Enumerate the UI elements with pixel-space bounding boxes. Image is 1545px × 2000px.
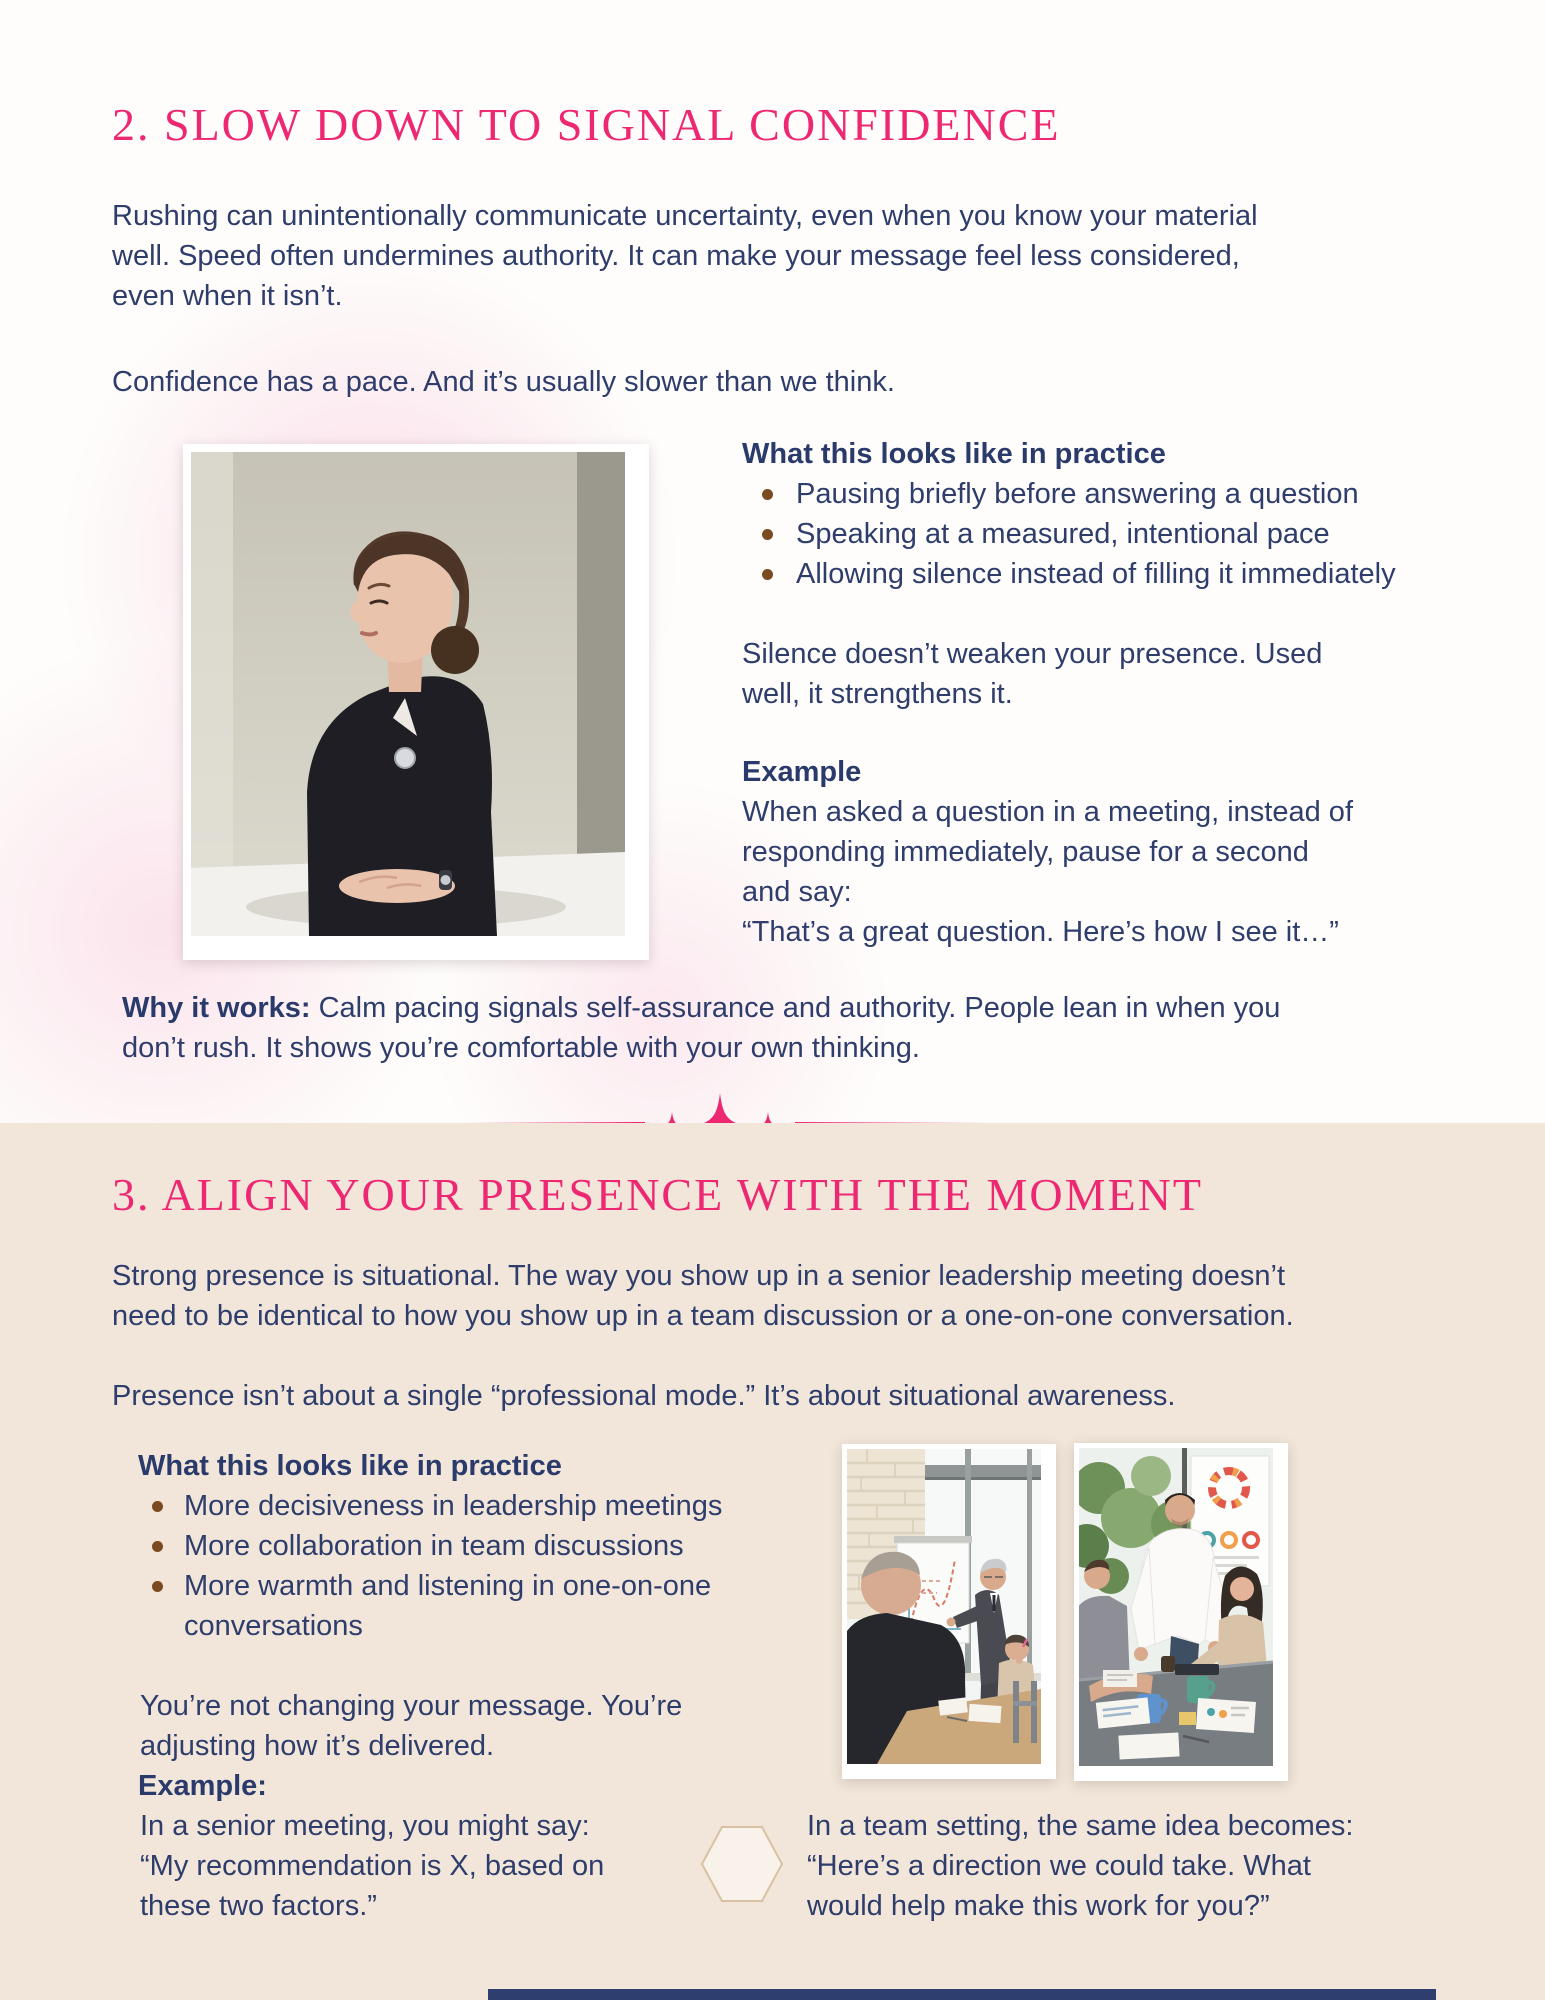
- text-line: adjusting how it’s delivered.: [140, 1730, 495, 1762]
- practice-heading: What this looks like in practice: [742, 438, 1166, 470]
- bullet-text: More decisiveness in leadership meetings: [184, 1490, 723, 1522]
- text-line: these two factors.”: [140, 1890, 377, 1922]
- footer-bar: [488, 1989, 1436, 2000]
- text-line: don’t rush. It shows you’re comfortable with your own thinking.: [122, 1032, 920, 1064]
- text-line: well, it strengthens it.: [742, 678, 1013, 710]
- leadership-meeting-illustration: [847, 1449, 1041, 1764]
- why-text: Calm pacing signals self-assurance and authority. People lean in when you: [318, 992, 1281, 1024]
- section-3-heading: 3. ALIGN YOUR PRESENCE WITH THE MOMENT: [112, 1169, 1203, 1220]
- text-line: Silence doesn’t weaken your presence. Used: [742, 638, 1323, 670]
- bullet-text: More collaboration in team discussions: [184, 1530, 684, 1562]
- list-item: [742, 514, 1402, 554]
- list-item: [742, 474, 1402, 514]
- bullet-dot-icon: [152, 1541, 163, 1552]
- text-line: well. Speed often undermines authority. It can make your message feel less considered,: [112, 240, 1240, 272]
- text-line: [122, 988, 1442, 1028]
- example-quote: “That’s a great question. Here’s how I see it…”: [742, 916, 1339, 948]
- adjust-note: [140, 1686, 682, 1766]
- text-line: “My recommendation is X, based on: [140, 1850, 605, 1882]
- practice-heading: What this looks like in practice: [138, 1450, 562, 1482]
- bullet-text: Allowing silence instead of filling it immediately: [796, 558, 1396, 590]
- text-line: and say:: [742, 876, 852, 908]
- bullet-text: Pausing briefly before answering a question: [796, 478, 1359, 510]
- text-line: You’re not changing your message. You’re: [140, 1690, 683, 1722]
- senior-meeting-example: [140, 1806, 604, 1926]
- text-line: need to be identical to how you show up in a team discussion or a one-on-one conversation.: [112, 1300, 1294, 1332]
- portrait-illustration: [191, 452, 625, 936]
- text-line: Rushing can unintentionally communicate uncertainty, even when you know your material: [112, 200, 1258, 232]
- why-it-works: [122, 988, 1442, 1068]
- photo-team-discussion: [1074, 1443, 1288, 1781]
- text-line: In a team setting, the same idea becomes:: [807, 1810, 1354, 1842]
- mode-statement: Presence isn’t about a single “professional mode.” It’s about situational awareness.: [112, 1380, 1176, 1412]
- text-line: In a senior meeting, you might say:: [140, 1810, 590, 1842]
- text-line: “Here’s a direction we could take. What: [807, 1850, 1311, 1882]
- text-line: responding immediately, pause for a second: [742, 836, 1309, 868]
- list-item: [138, 1526, 828, 1566]
- section-2-heading: 2. SLOW DOWN TO SIGNAL CONFIDENCE: [112, 99, 1061, 150]
- text-line: Strong presence is situational. The way you show up in a senior leadership meeting doesn’t: [112, 1260, 1286, 1292]
- silence-note: [742, 634, 1322, 714]
- why-label: Why it works:: [122, 992, 311, 1024]
- example-body: [742, 792, 1353, 912]
- bullet-dot-icon: [762, 569, 773, 580]
- text-line: would help make this work for you?”: [807, 1890, 1270, 1922]
- team-discussion-illustration: [1079, 1448, 1273, 1766]
- list-item: [138, 1566, 828, 1646]
- bullet-dot-icon: [762, 489, 773, 500]
- text-line: When asked a question in a meeting, instead of: [742, 796, 1353, 828]
- practice-bullet-list: [742, 474, 1402, 594]
- bullet-dot-icon: [762, 529, 773, 540]
- pace-statement: Confidence has a pace. And it’s usually slower than we think.: [112, 366, 895, 398]
- photo-leadership-meeting: [842, 1444, 1056, 1779]
- section-2-intro: [112, 196, 1258, 316]
- list-item: [138, 1486, 828, 1526]
- bullet-text: Speaking at a measured, intentional pace: [796, 518, 1330, 550]
- team-setting-example: [807, 1806, 1353, 1926]
- bullet-text: More warmth and listening in one-on-one conversations: [184, 1570, 712, 1642]
- list-item: [742, 554, 1402, 594]
- example-heading: Example: [742, 756, 862, 788]
- hexagon-icon: [700, 1824, 784, 1904]
- portrait-photo-woman-listening: [183, 444, 649, 960]
- section-3-intro: [112, 1256, 1294, 1336]
- bullet-dot-icon: [152, 1581, 163, 1592]
- bullet-dot-icon: [152, 1501, 163, 1512]
- practice-bullet-list: [138, 1486, 828, 1646]
- text-line: even when it isn’t.: [112, 280, 343, 312]
- example-label: Example:: [138, 1770, 267, 1802]
